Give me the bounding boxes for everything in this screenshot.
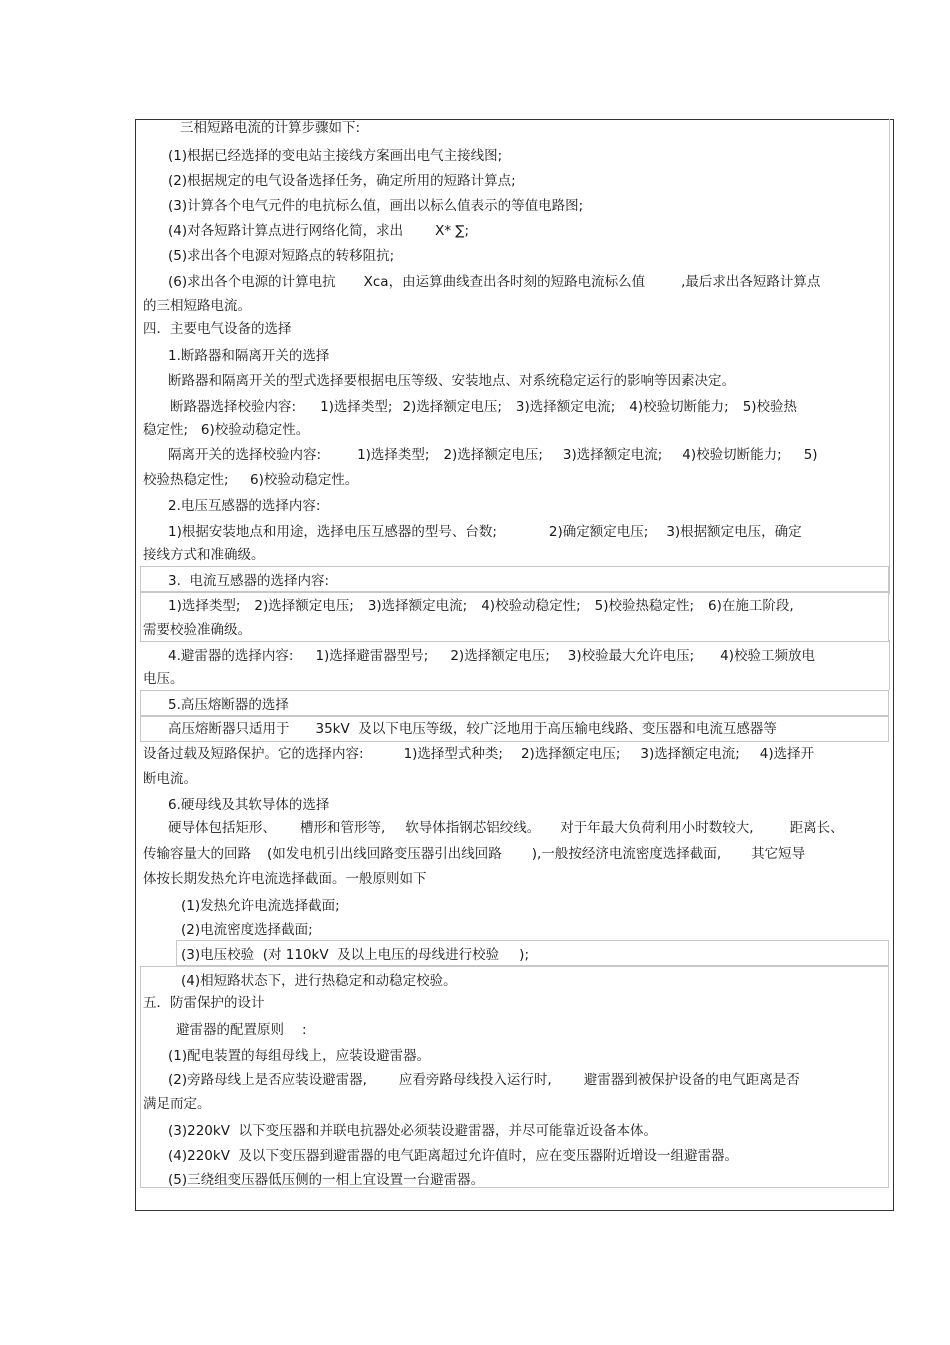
text-line: 断路器和隔离开关的型式选择要根据电压等级、安装地点、对系统稳定运行的影响等因素决定。 bbox=[168, 373, 735, 389]
text-segment: 应看旁路母线投入运行时, bbox=[398, 1072, 552, 1088]
text-segment: 4)校验切断能力; bbox=[629, 399, 729, 415]
text-segment: 传输容量大的回路 bbox=[143, 846, 251, 862]
text-line bbox=[168, 647, 815, 665]
text-segment: 1)选择型式种类; bbox=[403, 746, 503, 762]
text-segment: 硬导体包括矩形、 bbox=[168, 820, 276, 836]
text-line: 稳定性; 6)校验动稳定性。 bbox=[143, 422, 310, 438]
text-segment: 35kV 及以下电压等级，较广泛地用于高压输电线路、变压器和电流互感器等 bbox=[315, 721, 777, 737]
text-segment: 对于年最大负荷利用小时数较大, bbox=[560, 820, 754, 836]
text-segment: (2)旁路母线上是否应装设避雷器, bbox=[168, 1072, 367, 1088]
text-line: 满足而定。 bbox=[143, 1096, 211, 1112]
text-line bbox=[168, 446, 818, 464]
text-segment: 2)选择额定电压; bbox=[254, 598, 354, 614]
text-segment: 3)选择额定电流; bbox=[367, 598, 468, 614]
text-line: 需要校验准确级。 bbox=[143, 622, 251, 638]
text-line: (2)电流密度选择截面; bbox=[181, 922, 313, 938]
text-line: (4)220kV 及以下变压器到避雷器的电气距离超过允许值时，应在变压器附近增设一组避雷器。 bbox=[168, 1148, 739, 1164]
subsection-heading: 1.断路器和隔离开关的选择 bbox=[168, 348, 330, 364]
text-segment: 4)校验动稳定性; bbox=[481, 598, 581, 614]
text-line: 校验热稳定性; 6)校验动稳定性。 bbox=[143, 472, 359, 488]
text-segment: 2)选择额定电压; bbox=[520, 746, 621, 762]
text-line: 接线方式和准确级。 bbox=[143, 547, 265, 563]
text-segment: 4.避雷器的选择内容: bbox=[168, 648, 294, 664]
text-line bbox=[168, 1071, 800, 1089]
text-segment: 5)校验热 bbox=[742, 399, 798, 415]
text-line: (1)配电装置的每组母线上，应装设避雷器。 bbox=[168, 1048, 431, 1064]
text-segment: 避雷器的配置原则 bbox=[176, 1022, 284, 1038]
text-segment: 3)选择额定电流; bbox=[515, 399, 616, 415]
text-segment: (6)求出各个电源的计算电抗 bbox=[168, 274, 336, 290]
text-line: 三相短路电流的计算步骤如下: bbox=[180, 120, 361, 136]
text-segment: 3)校验最大允许电压; bbox=[567, 648, 695, 664]
text-line bbox=[181, 946, 529, 964]
text-line: (2)根据规定的电气设备选择任务，确定所用的短路计算点; bbox=[168, 173, 516, 189]
text-segment: (如发电机引出线回路变压器引出线回路 bbox=[267, 846, 502, 862]
text-line bbox=[168, 597, 794, 615]
text-segment: 3)选择额定电流; bbox=[562, 447, 663, 463]
text-line: (3)计算各个电气元件的电抗标么值，画出以标么值表示的等值电路图; bbox=[168, 198, 584, 214]
text-segment: (4)对各短路计算点进行网络化简，求出 bbox=[168, 223, 404, 239]
text-line: (3)220kV 以下变压器和并联电抗器处必须装设避雷器，并尽可能靠近设备本体。 bbox=[168, 1123, 658, 1139]
text-segment: 距离长、 bbox=[789, 820, 844, 836]
scan-rule bbox=[889, 640, 890, 690]
text-line: (1)发热允许电流选择截面; bbox=[181, 898, 340, 914]
text-line bbox=[168, 273, 820, 291]
text-segment: 1)根据安装地点和用途，选择电压互感器的型号、台数; bbox=[168, 524, 497, 540]
section-heading: 五．防雷保护的设计 bbox=[143, 995, 265, 1011]
text-line bbox=[168, 720, 777, 738]
text-line: (1)根据已经选择的变电站主接线方案画出电气主接线图; bbox=[168, 148, 503, 164]
text-segment: 5) bbox=[803, 447, 818, 463]
text-segment: ),一般按经济电流密度选择截面, bbox=[531, 846, 722, 862]
text-segment: 断路器选择校验内容: bbox=[170, 399, 297, 415]
text-line bbox=[176, 1021, 307, 1039]
subsection-heading: 5.高压熔断器的选择 bbox=[168, 697, 289, 713]
text-line bbox=[168, 819, 844, 837]
text-line: (4)相短路状态下，进行热稳定和动稳定校验。 bbox=[181, 973, 457, 989]
text-line bbox=[143, 845, 805, 863]
text-segment: 槽形和管形等, bbox=[300, 820, 386, 836]
text-line bbox=[168, 222, 469, 240]
subsection-heading: 6.硬母线及其软导体的选择 bbox=[168, 797, 330, 813]
text-segment: ); bbox=[519, 947, 529, 963]
text-line: 的三相短路电流。 bbox=[143, 298, 251, 314]
text-segment: 2)选择额定电压; bbox=[450, 648, 550, 664]
text-segment: 1)选择避雷器型号; bbox=[315, 648, 429, 664]
text-segment: 2)确定额定电压; bbox=[548, 524, 649, 540]
text-line: (5)三绕组变压器低压侧的一相上宜设置一台避雷器。 bbox=[168, 1172, 485, 1188]
text-segment: 3)选择额定电流; bbox=[640, 746, 740, 762]
text-segment: 1)选择类型; bbox=[357, 447, 430, 463]
text-line: (5)求出各个电源对短路点的转移阻抗; bbox=[168, 248, 395, 264]
text-segment: 4)校验工频放电 bbox=[720, 648, 816, 664]
text-line: 断电流。 bbox=[143, 771, 197, 787]
text-segment: 避雷器到被保护设备的电气距离是否 bbox=[583, 1072, 800, 1088]
text-segment: 设备过载及短路保护。它的选择内容: bbox=[143, 746, 364, 762]
text-line bbox=[143, 745, 814, 763]
text-segment: 6)在施工阶段, bbox=[708, 598, 794, 614]
text-segment: 其它短导 bbox=[751, 846, 806, 862]
text-segment: : bbox=[302, 1022, 307, 1038]
text-segment: 2)选择额定电压; bbox=[402, 399, 502, 415]
text-segment: 4)校验切断能力; bbox=[682, 447, 782, 463]
text-segment: ,最后求出各短路计算点 bbox=[681, 274, 821, 290]
text-line: 体按长期发热允许电流选择截面。一般原则如下 bbox=[143, 871, 427, 887]
text-segment: 2)选择额定电压; bbox=[443, 447, 543, 463]
text-segment: 软导体指钢芯铝绞线。 bbox=[405, 820, 541, 836]
text-line bbox=[170, 398, 797, 416]
text-segment: (3)电压校验 (对 110kV 及以上电压的母线进行校验 bbox=[181, 947, 500, 963]
text-segment: 1)选择类型; bbox=[320, 399, 393, 415]
subsection-heading: 3. 电流互感器的选择内容: bbox=[168, 573, 330, 589]
text-segment: X* ∑; bbox=[435, 223, 470, 239]
text-segment: 3)根据额定电压，确定 bbox=[666, 524, 802, 540]
text-line bbox=[168, 523, 802, 541]
text-segment: Xca，由运算曲线查出各时刻的短路电流标么值 bbox=[363, 274, 646, 290]
text-segment: 5)校验热稳定性; bbox=[594, 598, 695, 614]
text-line: 电压。 bbox=[143, 671, 184, 687]
subsection-heading: 2.电压互感器的选择内容: bbox=[168, 498, 321, 514]
text-segment: 高压熔断器只适用于 bbox=[168, 721, 290, 737]
text-segment: 1)选择类型; bbox=[168, 598, 241, 614]
section-heading: 四．主要电气设备的选择 bbox=[143, 321, 292, 337]
text-segment: 4)选择开 bbox=[759, 746, 815, 762]
scan-rule bbox=[889, 119, 890, 594]
text-segment: 隔离开关的选择校验内容: bbox=[168, 447, 322, 463]
